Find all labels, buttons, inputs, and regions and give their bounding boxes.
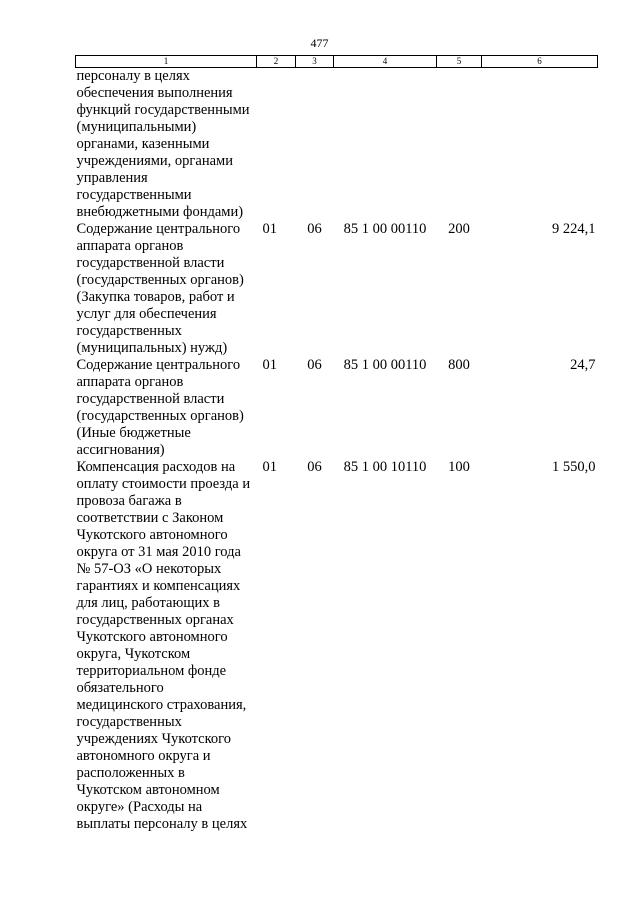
description-line: персоналу в целях — [76, 68, 190, 84]
description-line: Компенсация расходов на — [76, 459, 236, 475]
description-line: учреждениях Чукотского — [76, 731, 232, 747]
row-expense-type: 100 — [448, 459, 470, 475]
description-line: услуг для обеспечения — [76, 306, 217, 322]
description-line: обязательного — [76, 680, 164, 696]
row-amount: 24,7 — [570, 357, 596, 373]
description-line: (Закупка товаров, работ и — [76, 289, 235, 305]
table-row — [76, 357, 598, 459]
column-header-description: 1 — [76, 56, 257, 68]
row-target-article: 85 1 00 00110 — [343, 221, 427, 237]
row-section — [257, 68, 296, 222]
row-expense-type: 200 — [448, 221, 470, 237]
row-description — [76, 357, 257, 459]
row-subsection — [296, 68, 334, 222]
row-subsection: 06 — [307, 221, 322, 237]
description-line: аппарата органов — [76, 238, 184, 254]
row-expense-type: 800 — [448, 357, 470, 373]
description-line: государственных — [76, 323, 182, 339]
description-line: автономного округа и — [76, 748, 211, 764]
description-line: территориальном фонде — [76, 663, 227, 679]
description-line: учреждениями, органами — [76, 153, 233, 169]
description-line: (муниципальных) нужд) — [76, 340, 228, 356]
description-line: расположенных в — [76, 765, 185, 781]
description-line: оплату стоимости проезда и — [76, 476, 251, 492]
row-section: 01 — [262, 221, 277, 237]
description-line: государственных органах — [76, 612, 234, 628]
description-line: (государственных органов) — [76, 272, 244, 288]
column-header-subsection: 3 — [296, 56, 334, 68]
row-expense-type — [437, 68, 482, 222]
description-line: № 57-ОЗ «О некоторых — [76, 561, 222, 577]
description-line: государственных — [76, 714, 182, 730]
description-line: Чукотского автономного — [76, 629, 228, 645]
row-description — [76, 221, 257, 357]
description-line: Чукотском автономном — [76, 782, 220, 798]
description-line: ассигнования) — [76, 442, 165, 458]
row-subsection: 06 — [307, 459, 322, 475]
row-description — [76, 68, 257, 222]
description-line: округа от 31 мая 2010 года — [76, 544, 241, 560]
table-row — [76, 459, 598, 833]
description-line: округе» (Расходы на — [76, 799, 203, 815]
description-line: органами, казенными — [76, 136, 210, 152]
description-line: государственной власти — [76, 391, 225, 407]
row-target-article: 85 1 00 00110 — [343, 357, 427, 373]
column-header-expense-type: 5 — [437, 56, 482, 68]
table-row — [76, 221, 598, 357]
description-line: аппарата органов — [76, 374, 184, 390]
row-subsection: 06 — [307, 357, 322, 373]
description-line: функций государственными — [76, 102, 250, 118]
row-description — [76, 459, 257, 833]
table-header-row — [76, 56, 598, 68]
description-line: внебюджетными фондами) — [76, 204, 244, 220]
column-header-target-article: 4 — [334, 56, 437, 68]
description-line: (Иные бюджетные — [76, 425, 191, 441]
column-header-section: 2 — [257, 56, 296, 68]
budget-table — [75, 55, 598, 833]
description-line: (государственных органов) — [76, 408, 244, 424]
description-line: провоза багажа в — [76, 493, 182, 509]
description-line: государственной власти — [76, 255, 225, 271]
description-line: выплаты персоналу в целях — [76, 816, 248, 832]
row-amount: 9 224,1 — [552, 221, 596, 237]
table-row — [76, 68, 598, 222]
description-line: для лиц, работающих в — [76, 595, 220, 611]
description-line: управления — [76, 170, 148, 186]
description-line: гарантиях и компенсациях — [76, 578, 241, 594]
description-line: (муниципальными) — [76, 119, 197, 135]
description-line: государственными — [76, 187, 192, 203]
description-line: округа, Чукотском — [76, 646, 191, 662]
row-amount: 1 550,0 — [552, 459, 596, 475]
row-section: 01 — [262, 459, 277, 475]
description-line: Содержание центрального — [76, 357, 241, 373]
description-line: обеспечения выполнения — [76, 85, 233, 101]
description-line: соответствии с Законом — [76, 510, 224, 526]
row-amount — [482, 68, 598, 222]
page-number: 477 — [310, 36, 329, 50]
description-line: Содержание центрального — [76, 221, 241, 237]
row-section: 01 — [262, 357, 277, 373]
column-header-amount: 6 — [482, 56, 598, 68]
description-line: медицинского страхования, — [76, 697, 247, 713]
row-target-article — [334, 68, 437, 222]
description-line: Чукотского автономного — [76, 527, 228, 543]
row-target-article: 85 1 00 10110 — [343, 459, 427, 475]
